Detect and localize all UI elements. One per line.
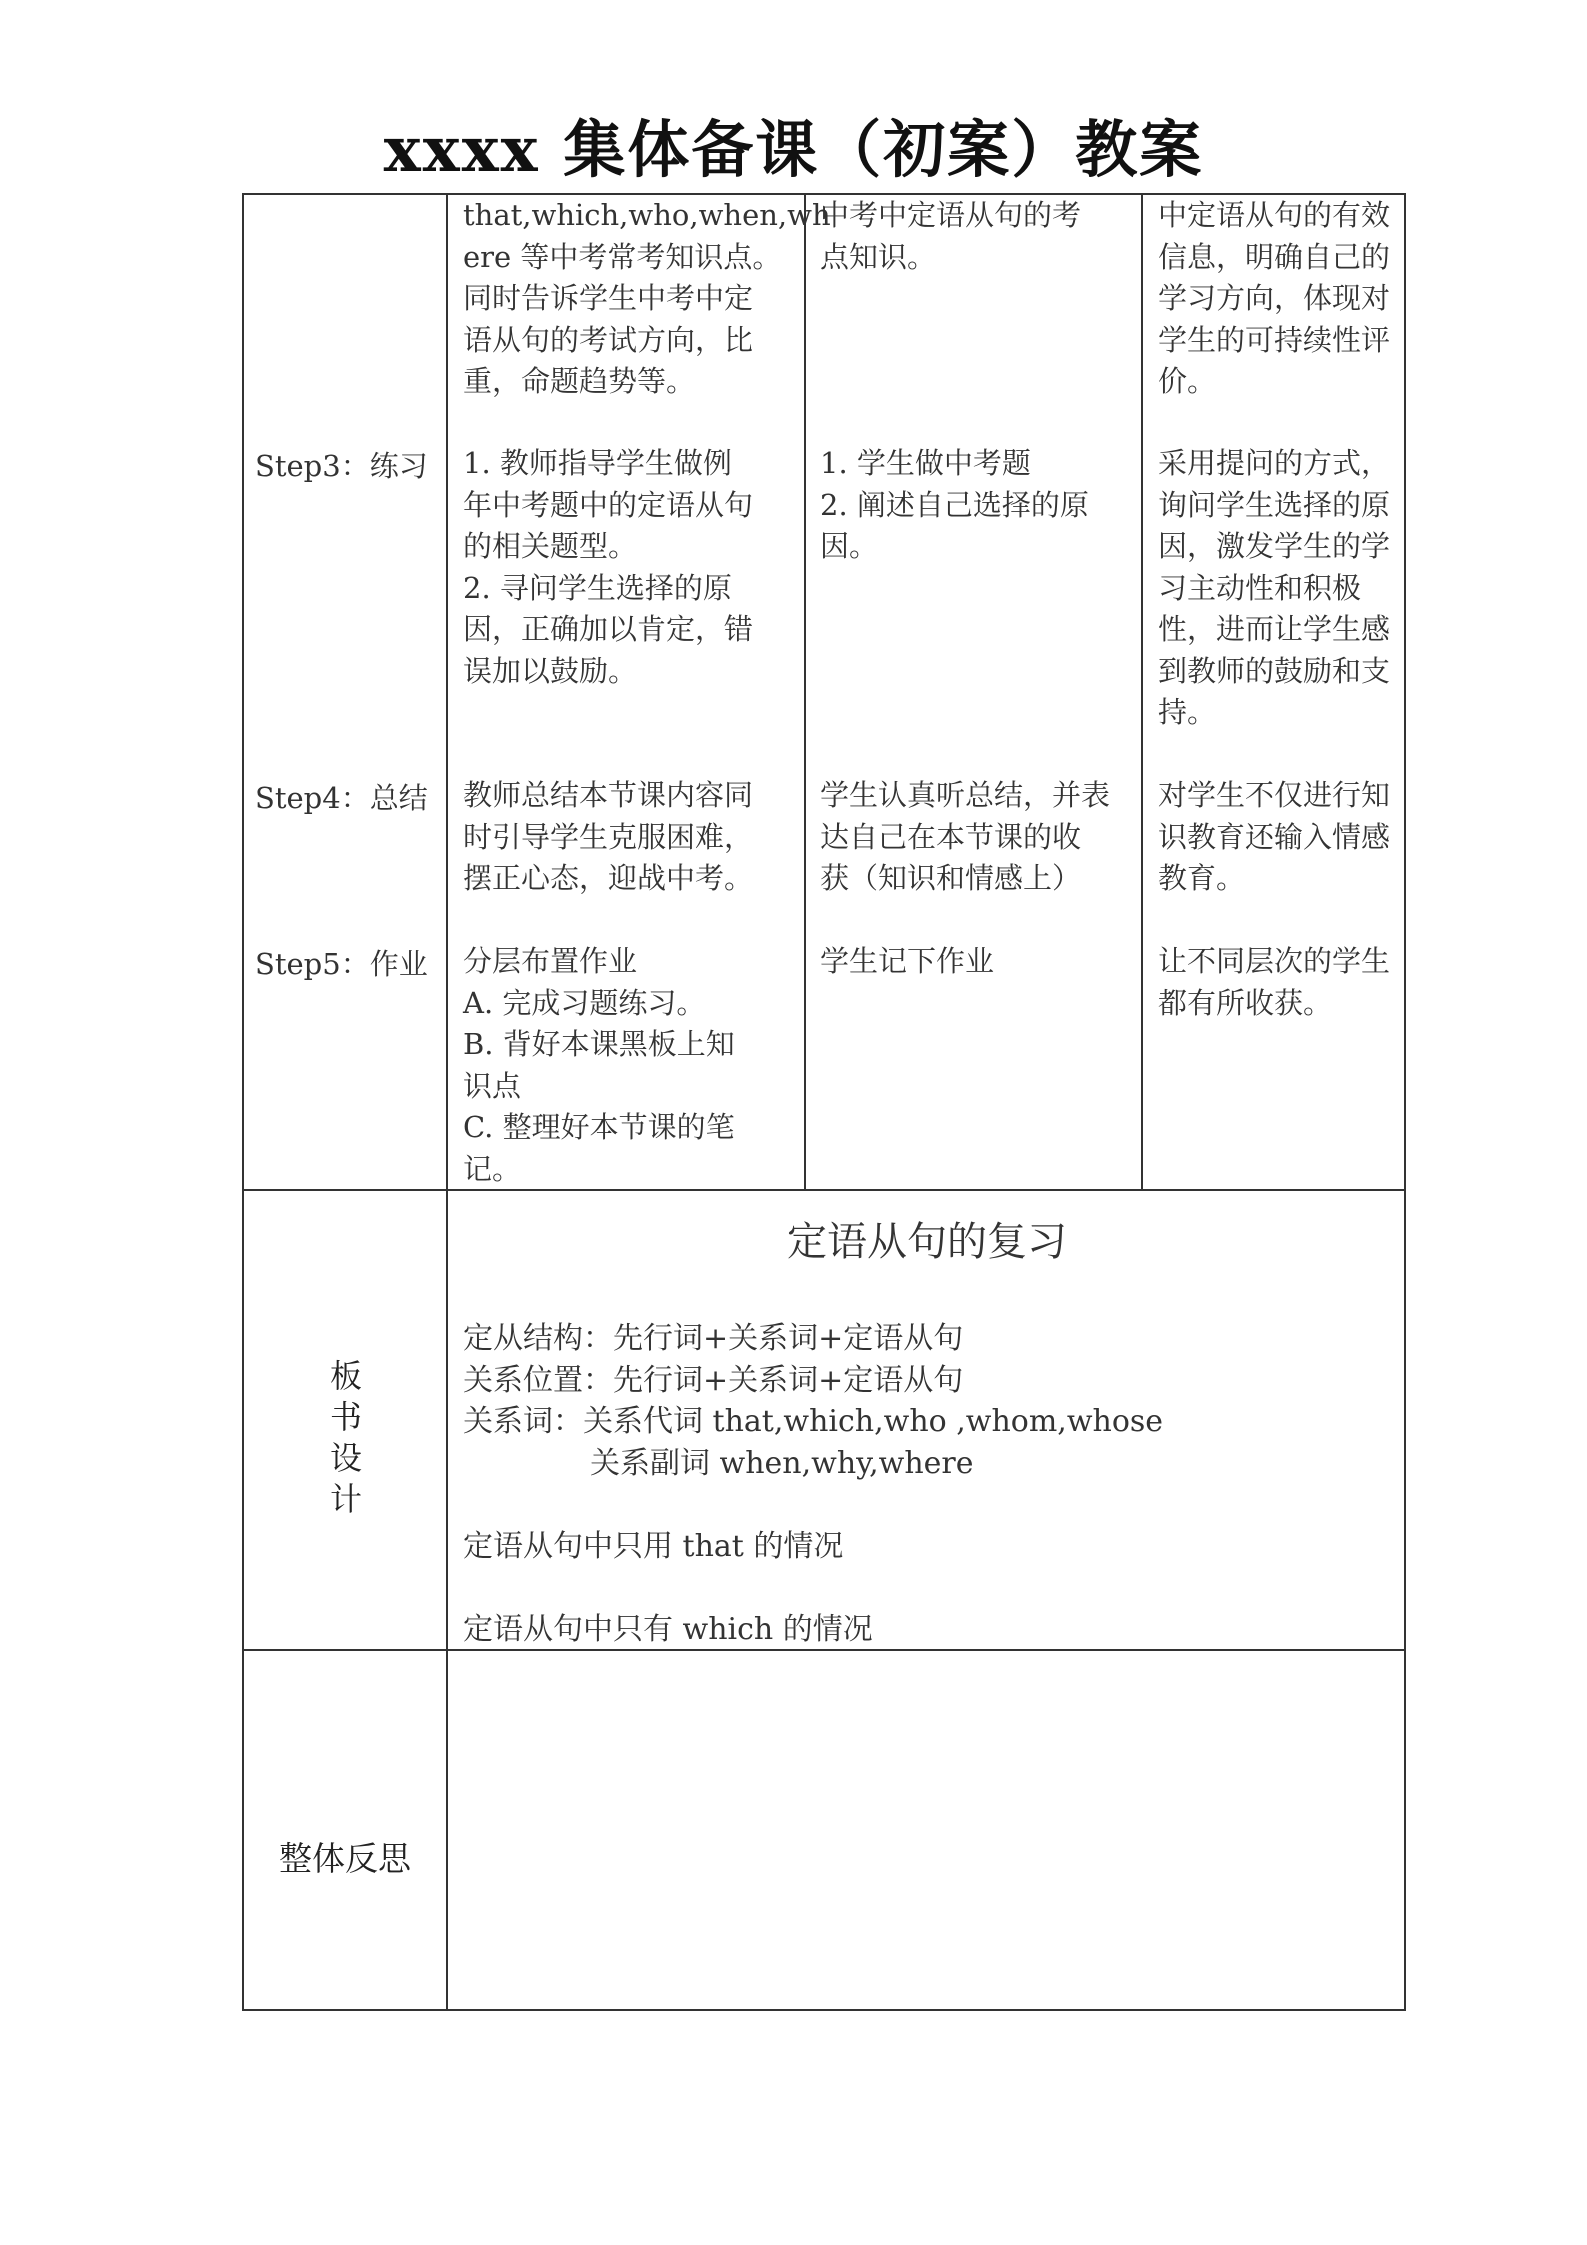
row0-student-activity: 中考中定语从句的考 点知识。 [820, 198, 1082, 274]
board-title: 定语从句的复习 [787, 1219, 1067, 1265]
board-line: 定从结构：先行词+关系词+定语从句 [463, 1321, 964, 1356]
row0-teacher-activity: that,which,who,when,wh ere 等中考常考知识点。 同时告诉学生中考中定 语从句的考试方向，比 重，命题趋势等。 [463, 198, 831, 398]
step3-student-activity: 1. 学生做中考题 2. 阐述自己选择的原 因。 [820, 446, 1089, 563]
board-line: 关系词：关系代词 that,which,who ,whom,whose [463, 1404, 1164, 1439]
reflection-label: 整体反思 [279, 1839, 411, 1878]
step5-student-activity: 学生记下作业 [820, 944, 995, 978]
step5-design-purpose: 让不同层次的学生 都有所收获。 [1158, 944, 1391, 1020]
board-line: 定语从句中只用 that 的情况 [463, 1528, 844, 1564]
step3-label: Step3：练习 [255, 449, 428, 483]
page-title: xxxx 集体备课（初案）教案 [383, 113, 1204, 186]
step4-label: Step4：总结 [255, 781, 428, 815]
step4-teacher-activity: 教师总结本节课内容同 时引导学生克服困难， 摆正心态，迎战中考。 [463, 778, 754, 895]
row-divider-board [242, 1189, 1406, 1191]
step4-student-activity: 学生认真听总结，并表 达自己在本节课的收 获（知识和情感上） [820, 778, 1111, 895]
col-divider-1 [446, 193, 448, 2011]
step3-teacher-activity: 1. 教师指导学生做例 年中考题中的定语从句 的相关题型。 2. 寻问学生选择的原 因，正确加以肯定，错 误加以鼓励。 [463, 446, 754, 688]
col-divider-3 [1141, 193, 1143, 1191]
board-line: 关系位置：先行词+关系词+定语从句 [463, 1362, 964, 1398]
row0-design-purpose: 中定语从句的有效 信息，明确自己的 学习方向，体现对 学生的可持续性评 价。 [1158, 198, 1391, 398]
step5-label: Step5：作业 [255, 947, 428, 981]
step4-design-purpose: 对学生不仅进行知 识教育还输入情感 教育。 [1158, 778, 1391, 895]
board-content [463, 1318, 1163, 1650]
board-line: 定语从句中只有 which 的情况 [463, 1611, 873, 1647]
board-design-label: 板 书 设 计 [329, 1357, 362, 1518]
step3-design-purpose: 采用提问的方式， 询问学生选择的原 因，激发学生的学 习主动性和积极 性，进而让学生感 到教师的鼓励和支 持。 [1158, 446, 1391, 729]
reflection-content-area[interactable] [449, 1652, 1403, 2008]
board-line: 关系副词 when,why,where [590, 1445, 974, 1481]
step5-teacher-activity: 分层布置作业 A. 完成习题练习。 B. 背好本课黑板上知 识点 C. 整理好本节课的笔 记。 [463, 944, 735, 1186]
